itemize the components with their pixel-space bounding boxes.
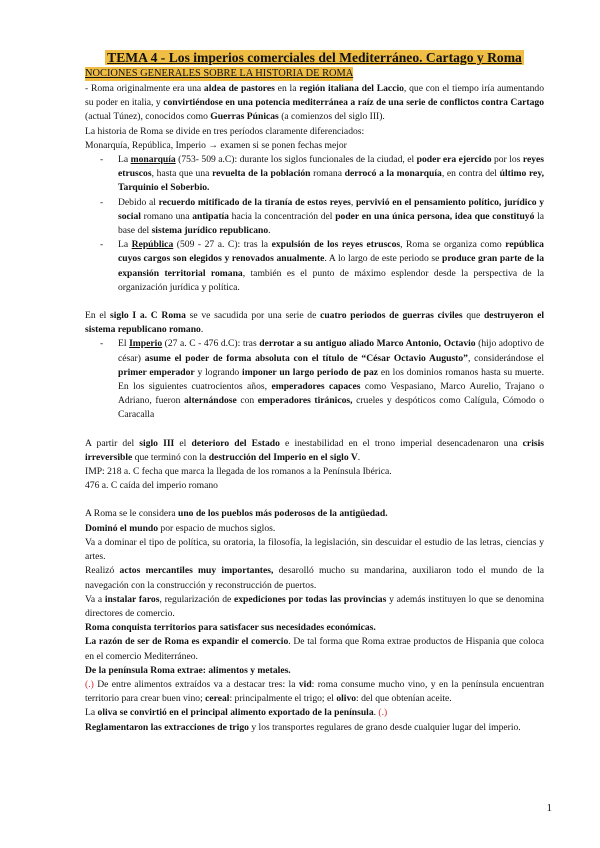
list-item-tirania: - Debido al recuerdo mitificado de la tiranía de estos reyes, pervivió en el pensamiento político, jurídico y social romano una antipatía hacia la concentración del poder en una única persona, idea que constituyó la base del sistema jurídico republicano. (118, 196, 544, 239)
intro-paragraph: - Roma originalmente era una aldea de pastores en la región italiana del Laccio, que con el tiempo iría aumentando su poder en italia, y convirtiéndose en una potencia mediterránea a raíz de una serie de conflictos contra Cartago (actual Túnez), conocidos como Guerras Púnicas (a comienzos del siglo III). (85, 83, 545, 123)
food-paragraph: (.) De entre alimentos extraídos va a destacar tres: la vid: roma consume mucho vino, y en la península encuentran territorio para crear buen vino; cereal: principalmente el trigo; el olivo: del que obtenían aceite. (85, 678, 544, 705)
trade-paragraph: Realizó actos mercantiles muy importantes, desarolló mucho su mandarina, auxiliaron todo el mundo de la navegación con la construcción y reconstrucción de puertos. (85, 565, 544, 591)
culture-paragraph: Va a dominar el tipo de política, su oratoria, la filosofía, la legislación, sin descuidar el estudio de las letras, ciencias y artes. (85, 536, 544, 563)
periods-list (85, 153, 544, 295)
empire-list (85, 337, 544, 422)
fall-note: 476 a. C caída del imperio romano (85, 480, 218, 492)
list-item-republica: - La República (509 - 27 a. C): tras la expulsión de los reyes etruscos, Roma se organiza como república cuyos cargos son elegidos y renovados anualmente. A lo largo de este periodo se produce gran parte de la expansión territorial romana, también es el punto de máximo esplendor desde la perspectiva de la organización jurídica y política. (118, 238, 544, 295)
commerce-paragraph: La razón de ser de Roma es expandir el comercio. De tal forma que Roma extrae productos de Hispania que coloca en el comercio Mediterráneo. (85, 636, 545, 662)
crisis-paragraph: A partir del siglo III el deterioro del Estado e inestabilidad en el trono imperial desencadenaron una crisis irreversible que terminó con la destrucción del Imperio en el siglo V. (85, 437, 544, 463)
wheat-paragraph: Reglamentaron las extracciones de trigo y los transportes regulares de grano desde cualquier lugar del imperio. (85, 721, 521, 733)
page-number: 1 (546, 802, 552, 814)
olive-paragraph: La oliva se convirtió en el principal alimento exportado de la península. (.) (85, 707, 388, 719)
spacer (85, 295, 544, 309)
imp-note: IMP: 218 a. C fecha que marca la llegada de los romanos a la Península Ibérica. (85, 466, 392, 478)
page-title-text: TEMA 4 - Los imperios comerciales del Mediterráneo. Cartago y Roma (107, 50, 522, 65)
note-marker: (.) (378, 707, 388, 719)
civil-wars-paragraph: En el siglo I a. C Roma se ve sacudida por una serie de cuatro periodos de guerras civiles que destruyeron el sistema republicano romano. (85, 310, 544, 336)
dominion-paragraph: Dominó el mundo por espacio de muchos siglos. (85, 522, 276, 534)
spacer (85, 423, 544, 437)
periods-note: Monarquía, República, Imperio → examen si se ponen fechas mejor (85, 139, 347, 151)
page-title (85, 50, 544, 66)
periods-paragraph: La historia de Roma se divide en tres períodos claramente diferenciados: (85, 125, 365, 137)
section-heading: NOCIONES GENERALES SOBRE LA HISTORIA DE ROMA (85, 68, 354, 79)
list-item-monarquia: - La monarquía (753- 509 a.C): durante los siglos funcionales de la ciudad, el poder era ejercido por los reyes etruscos, hasta que una revuelta de la población romana derrocó a la monarquía, en contra del último rey, Tarquinio el Soberbio. (118, 153, 544, 196)
list-item-imperio: - El Imperio (27 a. C - 476 d.C): tras derrotar a su antiguo aliado Marco Antonio, Octavio (hijo adoptivo de césar) asume el poder de forma absoluta con el título de “César Octavio Augusto”, considerándose el primer emperador y logrando imponer un largo periodo de paz en los dominios romanos hasta su muerte. En los siguientes cuatrocientos años, emperadores capaces como Vespasiano, Marco Aurelio, Trajano o Adriano, fueron alternándose con emperadores tiránicos, crueles y despóticos como Calígula, Cómodo o Caracalla (118, 337, 544, 422)
conquest-paragraph: Roma conquista territorios para satisfacer sus necesidades económicas. (85, 622, 376, 634)
power-paragraph: A Roma se le considera uno de los pueblos más poderosos de la antigüedad. (85, 508, 388, 520)
spacer (85, 493, 544, 507)
extraction-paragraph: De la península Roma extrae: alimentos y metales. (85, 664, 291, 676)
lighthouse-paragraph: Va a instalar faros, regularización de expediciones por todas las provincias y además instituyen lo que se denomina directores de comercio. (85, 593, 544, 619)
note-marker: (.) (85, 678, 94, 690)
